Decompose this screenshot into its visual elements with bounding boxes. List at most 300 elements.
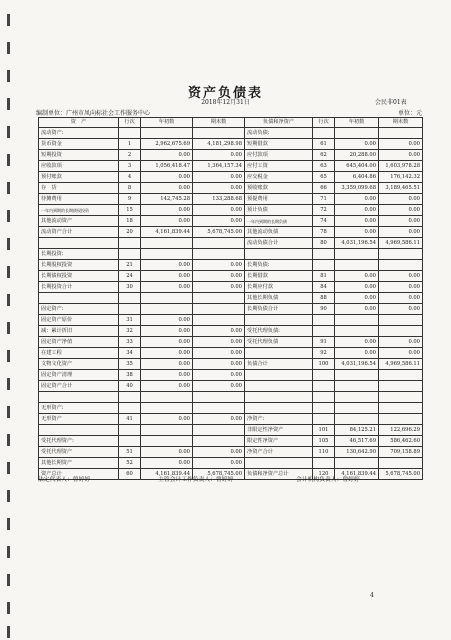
liability-begin-cell xyxy=(335,414,379,425)
liability-begin-cell: 0.00 xyxy=(335,304,379,315)
asset-end-cell xyxy=(193,392,245,403)
asset-line-cell xyxy=(119,304,141,315)
asset-end-cell: 0.00 xyxy=(193,359,245,370)
liability-end-cell: 0.00 xyxy=(379,348,423,359)
asset-line-cell: 38 xyxy=(119,370,141,381)
asset-line-cell: 15 xyxy=(119,205,141,216)
asset-name-cell: 文物文化资产 xyxy=(39,359,119,370)
liability-name-cell: 应付款项 xyxy=(245,150,313,161)
liability-name-cell: 一年内到期的长期负债 xyxy=(245,216,313,227)
asset-name-cell: 待摊费用 xyxy=(39,194,119,205)
liability-line-cell xyxy=(313,315,335,326)
table-row xyxy=(39,249,423,260)
liability-end-cell: 0.00 xyxy=(379,304,423,315)
table-row xyxy=(39,436,423,447)
liability-end-cell: 4,969,586.11 xyxy=(379,238,423,249)
liability-end-cell: 0.00 xyxy=(379,271,423,282)
header-begin-2: 年初数 xyxy=(335,118,379,128)
table-row xyxy=(39,337,423,348)
asset-name-cell: 长期投资合计 xyxy=(39,282,119,293)
liability-end-cell: 0.00 xyxy=(379,216,423,227)
table-row xyxy=(39,447,423,458)
liability-name-cell xyxy=(245,458,313,469)
liability-name-cell: 应交税金 xyxy=(245,172,313,183)
liability-name-cell xyxy=(245,381,313,392)
liability-name-cell: 受托代理负债: xyxy=(245,326,313,337)
asset-begin-cell: 0.00 xyxy=(141,172,193,183)
liability-begin-cell: 84,125.21 xyxy=(335,425,379,436)
liability-line-cell: 110 xyxy=(313,447,335,458)
liability-end-cell: 0.00 xyxy=(379,337,423,348)
page-number: 4 xyxy=(370,592,374,599)
liability-begin-cell: 4,161,839.44 xyxy=(335,469,379,480)
asset-name-cell: 预付账款 xyxy=(39,172,119,183)
asset-begin-cell xyxy=(141,249,193,260)
asset-line-cell: 34 xyxy=(119,348,141,359)
liability-end-cell xyxy=(379,403,423,414)
asset-end-cell: 0.00 xyxy=(193,447,245,458)
asset-begin-cell: 4,161,839.44 xyxy=(141,469,193,480)
liability-begin-cell: 46,517.69 xyxy=(335,436,379,447)
asset-name-cell xyxy=(39,238,119,249)
asset-name-cell: 固定资产原价 xyxy=(39,315,119,326)
liability-line-cell: 71 xyxy=(313,194,335,205)
asset-begin-cell: 0.00 xyxy=(141,315,193,326)
liability-line-cell: 66 xyxy=(313,183,335,194)
asset-line-cell: 30 xyxy=(119,282,141,293)
liability-end-cell xyxy=(379,392,423,403)
asset-line-cell: 52 xyxy=(119,458,141,469)
asset-end-cell: 4,181,298.98 xyxy=(193,139,245,150)
asset-end-cell: 0.00 xyxy=(193,260,245,271)
asset-name-cell: 长期股权投资 xyxy=(39,260,119,271)
liability-end-cell: 586,462.60 xyxy=(379,436,423,447)
liability-line-cell: 92 xyxy=(313,348,335,359)
asset-name-cell: 长期投资: xyxy=(39,249,119,260)
table-row xyxy=(39,425,423,436)
asset-begin-cell: 0.00 xyxy=(141,282,193,293)
liability-name-cell: 负债合计 xyxy=(245,359,313,370)
asset-name-cell: 固定资产: xyxy=(39,304,119,315)
table-row xyxy=(39,293,423,304)
liability-line-cell xyxy=(313,326,335,337)
asset-end-cell: 1,364,157.34 xyxy=(193,161,245,172)
asset-end-cell: 5,678,745.00 xyxy=(193,227,245,238)
liability-end-cell: 122,696.29 xyxy=(379,425,423,436)
asset-name-cell: 长期债权投资 xyxy=(39,271,119,282)
asset-line-cell: 18 xyxy=(119,216,141,227)
asset-line-cell: 20 xyxy=(119,227,141,238)
liability-end-cell xyxy=(379,458,423,469)
asset-name-cell: 固定资产合计 xyxy=(39,381,119,392)
asset-end-cell xyxy=(193,249,245,260)
liability-line-cell: 101 xyxy=(313,425,335,436)
asset-begin-cell: 0.00 xyxy=(141,458,193,469)
asset-begin-cell xyxy=(141,304,193,315)
asset-begin-cell xyxy=(141,436,193,447)
liability-line-cell: 90 xyxy=(313,304,335,315)
liability-end-cell: 5,678,745.00 xyxy=(379,469,423,480)
header-line-2: 行次 xyxy=(313,118,335,128)
asset-name-cell xyxy=(39,425,119,436)
liability-name-cell: 长期借款 xyxy=(245,271,313,282)
balance-sheet-table xyxy=(38,117,423,480)
liability-begin-cell: 0.00 xyxy=(335,348,379,359)
liability-end-cell: 0.00 xyxy=(379,282,423,293)
asset-begin-cell: 0.00 xyxy=(141,414,193,425)
liability-line-cell: 61 xyxy=(313,139,335,150)
asset-line-cell: 41 xyxy=(119,414,141,425)
asset-line-cell: 2 xyxy=(119,150,141,161)
liability-begin-cell xyxy=(335,326,379,337)
liability-line-cell: 100 xyxy=(313,359,335,370)
liability-name-cell xyxy=(245,249,313,260)
asset-begin-cell xyxy=(141,293,193,304)
asset-name-cell xyxy=(39,293,119,304)
asset-name-cell xyxy=(39,392,119,403)
liability-line-cell: 88 xyxy=(313,293,335,304)
asset-end-cell: 133,288.68 xyxy=(193,194,245,205)
asset-line-cell xyxy=(119,425,141,436)
asset-begin-cell: 0.00 xyxy=(141,150,193,161)
liability-begin-cell xyxy=(335,403,379,414)
asset-line-cell: 31 xyxy=(119,315,141,326)
liability-name-cell: 短期借款 xyxy=(245,139,313,150)
asset-end-cell xyxy=(193,315,245,326)
liability-name-cell: 净资产: xyxy=(245,414,313,425)
liability-end-cell xyxy=(379,260,423,271)
asset-end-cell xyxy=(193,403,245,414)
liability-end-cell: 3,189,465.51 xyxy=(379,183,423,194)
liability-begin-cell: 645,404.00 xyxy=(335,161,379,172)
asset-name-cell: 固定资产净值 xyxy=(39,337,119,348)
liability-end-cell: 4,969,586.11 xyxy=(379,359,423,370)
liability-begin-cell xyxy=(335,392,379,403)
liability-begin-cell: 0.00 xyxy=(335,293,379,304)
asset-end-cell: 0.00 xyxy=(193,414,245,425)
asset-end-cell: 0.00 xyxy=(193,172,245,183)
liability-line-cell xyxy=(313,458,335,469)
liability-begin-cell xyxy=(335,315,379,326)
asset-begin-cell: 4,161,839.44 xyxy=(141,227,193,238)
liability-line-cell: 80 xyxy=(313,238,335,249)
liability-line-cell xyxy=(313,392,335,403)
asset-name-cell: 存 货 xyxy=(39,183,119,194)
asset-line-cell: 9 xyxy=(119,194,141,205)
asset-begin-cell: 0.00 xyxy=(141,216,193,227)
form-number: 会民非01表 xyxy=(375,99,407,106)
asset-end-cell: 0.00 xyxy=(193,381,245,392)
asset-end-cell: 0.00 xyxy=(193,150,245,161)
asset-line-cell: 24 xyxy=(119,271,141,282)
asset-begin-cell: 0.00 xyxy=(141,359,193,370)
liability-name-cell xyxy=(245,403,313,414)
liability-begin-cell: 130,642.90 xyxy=(335,447,379,458)
asset-line-cell: 21 xyxy=(119,260,141,271)
asset-name-cell: 短期投资 xyxy=(39,150,119,161)
table-row xyxy=(39,205,423,216)
liability-name-cell: 预提费用 xyxy=(245,194,313,205)
liability-end-cell: 0.00 xyxy=(379,293,423,304)
liability-end-cell xyxy=(379,370,423,381)
asset-begin-cell: 1,056,418.47 xyxy=(141,161,193,172)
asset-line-cell xyxy=(119,128,141,139)
table-row xyxy=(39,183,423,194)
asset-begin-cell: 0.00 xyxy=(141,447,193,458)
asset-line-cell: 51 xyxy=(119,447,141,458)
liability-line-cell: 91 xyxy=(313,337,335,348)
table-row xyxy=(39,414,423,425)
table-row xyxy=(39,271,423,282)
asset-line-cell xyxy=(119,392,141,403)
liability-begin-cell: 0.00 xyxy=(335,337,379,348)
asset-end-cell: 0.00 xyxy=(193,458,245,469)
asset-line-cell: 60 xyxy=(119,469,141,480)
liability-begin-cell: 3,359,099.68 xyxy=(335,183,379,194)
page-title: 资产负债表 xyxy=(187,86,263,101)
liability-begin-cell: 4,031,196.54 xyxy=(335,359,379,370)
liability-name-cell: 非限定性净资产 xyxy=(245,425,313,436)
asset-begin-cell xyxy=(141,128,193,139)
header-end: 期末数 xyxy=(193,118,245,128)
liability-end-cell xyxy=(379,249,423,260)
liability-end-cell: 0.00 xyxy=(379,150,423,161)
asset-end-cell xyxy=(193,304,245,315)
header-asset: 资 产 xyxy=(39,118,119,128)
asset-line-cell: 4 xyxy=(119,172,141,183)
asset-name-cell: 货币资金 xyxy=(39,139,119,150)
header-begin: 年初数 xyxy=(141,118,193,128)
asset-line-cell: 35 xyxy=(119,359,141,370)
asset-name-cell: 固定资产清理 xyxy=(39,370,119,381)
asset-end-cell xyxy=(193,238,245,249)
asset-end-cell xyxy=(193,425,245,436)
liability-name-cell xyxy=(245,348,313,359)
asset-line-cell xyxy=(119,403,141,414)
asset-line-cell xyxy=(119,293,141,304)
table-row xyxy=(39,260,423,271)
asset-name-cell: 无形资产 xyxy=(39,414,119,425)
liability-line-cell: 72 xyxy=(313,205,335,216)
liability-begin-cell: 4,031,196.54 xyxy=(335,238,379,249)
asset-line-cell: 8 xyxy=(119,183,141,194)
accounting-org-head: 会计机构负责人：曾婷婷 xyxy=(296,477,360,483)
asset-begin-cell: 2,962,675.69 xyxy=(141,139,193,150)
liability-name-cell: 受托代理负债 xyxy=(245,337,313,348)
asset-begin-cell: 0.00 xyxy=(141,183,193,194)
liability-name-cell: 净资产合计 xyxy=(245,447,313,458)
asset-line-cell: 1 xyxy=(119,139,141,150)
asset-end-cell: 0.00 xyxy=(193,183,245,194)
asset-begin-cell: 0.00 xyxy=(141,370,193,381)
liability-line-cell xyxy=(313,403,335,414)
table-row xyxy=(39,282,423,293)
table-row xyxy=(39,326,423,337)
table-row xyxy=(39,238,423,249)
liability-line-cell xyxy=(313,249,335,260)
liability-line-cell: 84 xyxy=(313,282,335,293)
table-row xyxy=(39,216,423,227)
liability-name-cell: 其他长期负债 xyxy=(245,293,313,304)
asset-end-cell xyxy=(193,293,245,304)
liability-end-cell: 0.00 xyxy=(379,194,423,205)
liability-name-cell xyxy=(245,370,313,381)
asset-begin-cell: 0.00 xyxy=(141,348,193,359)
asset-begin-cell xyxy=(141,392,193,403)
liability-begin-cell: 0.00 xyxy=(335,282,379,293)
asset-end-cell xyxy=(193,436,245,447)
header-liability: 负债和净资产 xyxy=(245,118,313,128)
asset-name-cell: 受托代理资产 xyxy=(39,447,119,458)
asset-line-cell xyxy=(119,249,141,260)
asset-end-cell: 0.00 xyxy=(193,216,245,227)
liability-begin-cell: 0.00 xyxy=(335,216,379,227)
asset-begin-cell: 0.00 xyxy=(141,326,193,337)
liability-name-cell: 预收账款 xyxy=(245,183,313,194)
accounting-head: 主管会计工作负责人：曾婷婷 xyxy=(158,477,234,483)
liability-end-cell: 0.00 xyxy=(379,139,423,150)
asset-name-cell: 其他长期资产 xyxy=(39,458,119,469)
liability-line-cell: 74 xyxy=(313,216,335,227)
liability-end-cell: 0.00 xyxy=(379,205,423,216)
table-row xyxy=(39,194,423,205)
liability-line-cell: 65 xyxy=(313,172,335,183)
liability-line-cell xyxy=(313,128,335,139)
liability-begin-cell: 0.00 xyxy=(335,139,379,150)
asset-name-cell: 一年内到期的长期债权投资 xyxy=(39,205,119,216)
table-row xyxy=(39,139,423,150)
liability-begin-cell xyxy=(335,249,379,260)
asset-begin-cell xyxy=(141,403,193,414)
liability-end-cell xyxy=(379,381,423,392)
asset-line-cell: 33 xyxy=(119,337,141,348)
table-row xyxy=(39,150,423,161)
liability-end-cell xyxy=(379,128,423,139)
liability-name-cell: 长期负债合计 xyxy=(245,304,313,315)
table-row xyxy=(39,392,423,403)
liability-end-cell xyxy=(379,326,423,337)
asset-begin-cell: 0.00 xyxy=(141,260,193,271)
org-name: 编制单位：广州市凤向标社会工作服务中心 xyxy=(36,110,151,117)
liability-name-cell: 限定性净资产 xyxy=(245,436,313,447)
liability-begin-cell: 0.00 xyxy=(335,194,379,205)
asset-name-cell: 减：累计折旧 xyxy=(39,326,119,337)
liability-name-cell xyxy=(245,315,313,326)
asset-line-cell: 3 xyxy=(119,161,141,172)
liability-name-cell: 长期负债: xyxy=(245,260,313,271)
liability-line-cell: 81 xyxy=(313,271,335,282)
asset-line-cell: 40 xyxy=(119,381,141,392)
asset-line-cell xyxy=(119,436,141,447)
liability-end-cell xyxy=(379,414,423,425)
table-header-row xyxy=(39,118,423,128)
table-row xyxy=(39,161,423,172)
liability-begin-cell xyxy=(335,370,379,381)
asset-end-cell: 0.00 xyxy=(193,271,245,282)
liability-name-cell: 其他流动负债 xyxy=(245,227,313,238)
liability-line-cell: 63 xyxy=(313,161,335,172)
liability-name-cell: 长期应付款 xyxy=(245,282,313,293)
liability-line-cell: 105 xyxy=(313,436,335,447)
asset-begin-cell: 142,745.28 xyxy=(141,194,193,205)
asset-name-cell: 在建工程 xyxy=(39,348,119,359)
liability-line-cell xyxy=(313,381,335,392)
liability-name-cell: 预计负债 xyxy=(245,205,313,216)
liability-begin-cell: 0.00 xyxy=(335,271,379,282)
liability-name-cell: 负债和净资产总计 xyxy=(245,469,313,480)
org-line xyxy=(36,108,422,117)
liability-begin-cell xyxy=(335,260,379,271)
currency-unit: 单位：元 xyxy=(397,110,422,117)
liability-end-cell: 1,603,978.28 xyxy=(379,161,423,172)
liability-begin-cell: 6,404.86 xyxy=(335,172,379,183)
asset-end-cell: 0.00 xyxy=(193,348,245,359)
liability-begin-cell: 0.00 xyxy=(335,205,379,216)
asset-name-cell: 无形资产: xyxy=(39,403,119,414)
liability-begin-cell: 20,288.00 xyxy=(335,150,379,161)
asset-name-cell: 应收款项 xyxy=(39,161,119,172)
asset-name-cell: 资产总计 xyxy=(39,469,119,480)
liability-begin-cell xyxy=(335,128,379,139)
table-row xyxy=(39,403,423,414)
table-row xyxy=(39,359,423,370)
liability-begin-cell: 0.00 xyxy=(335,227,379,238)
asset-name-cell: 受托代理资产: xyxy=(39,436,119,447)
asset-name-cell: 其他流动资产 xyxy=(39,216,119,227)
liability-name-cell: 流动负债: xyxy=(245,128,313,139)
liability-line-cell xyxy=(313,370,335,381)
liability-end-cell: 709,158.89 xyxy=(379,447,423,458)
asset-line-cell xyxy=(119,238,141,249)
liability-name-cell xyxy=(245,392,313,403)
asset-end-cell: 0.00 xyxy=(193,370,245,381)
asset-begin-cell: 0.00 xyxy=(141,337,193,348)
header-end-2: 期末数 xyxy=(379,118,423,128)
liability-name-cell: 流动负债合计 xyxy=(245,238,313,249)
asset-end-cell: 0.00 xyxy=(193,326,245,337)
asset-end-cell: 5,678,745.00 xyxy=(193,469,245,480)
asset-begin-cell: 0.00 xyxy=(141,381,193,392)
table-row xyxy=(39,128,423,139)
report-date: 2018年12月31日 xyxy=(201,99,250,106)
liability-end-cell: 176,142.32 xyxy=(379,172,423,183)
asset-line-cell: 32 xyxy=(119,326,141,337)
liability-begin-cell xyxy=(335,458,379,469)
liability-name-cell: 应付工资 xyxy=(245,161,313,172)
table-row xyxy=(39,381,423,392)
header-line: 行次 xyxy=(119,118,141,128)
asset-name-cell: 流动资产合计 xyxy=(39,227,119,238)
asset-begin-cell: 0.00 xyxy=(141,205,193,216)
asset-begin-cell: 0.00 xyxy=(141,271,193,282)
liability-line-cell xyxy=(313,260,335,271)
legal-representative: 法定代表人：曾婷婷 xyxy=(38,477,91,483)
table-row xyxy=(39,458,423,469)
table-row xyxy=(39,227,423,238)
liability-line-cell: 120 xyxy=(313,469,335,480)
table-row xyxy=(39,172,423,183)
table-row xyxy=(39,315,423,326)
liability-end-cell xyxy=(379,315,423,326)
table-row xyxy=(39,348,423,359)
liability-line-cell xyxy=(313,414,335,425)
liability-line-cell: 78 xyxy=(313,227,335,238)
table-row xyxy=(39,370,423,381)
asset-end-cell: 0.00 xyxy=(193,337,245,348)
asset-end-cell xyxy=(193,128,245,139)
asset-name-cell: 流动资产: xyxy=(39,128,119,139)
asset-begin-cell xyxy=(141,425,193,436)
